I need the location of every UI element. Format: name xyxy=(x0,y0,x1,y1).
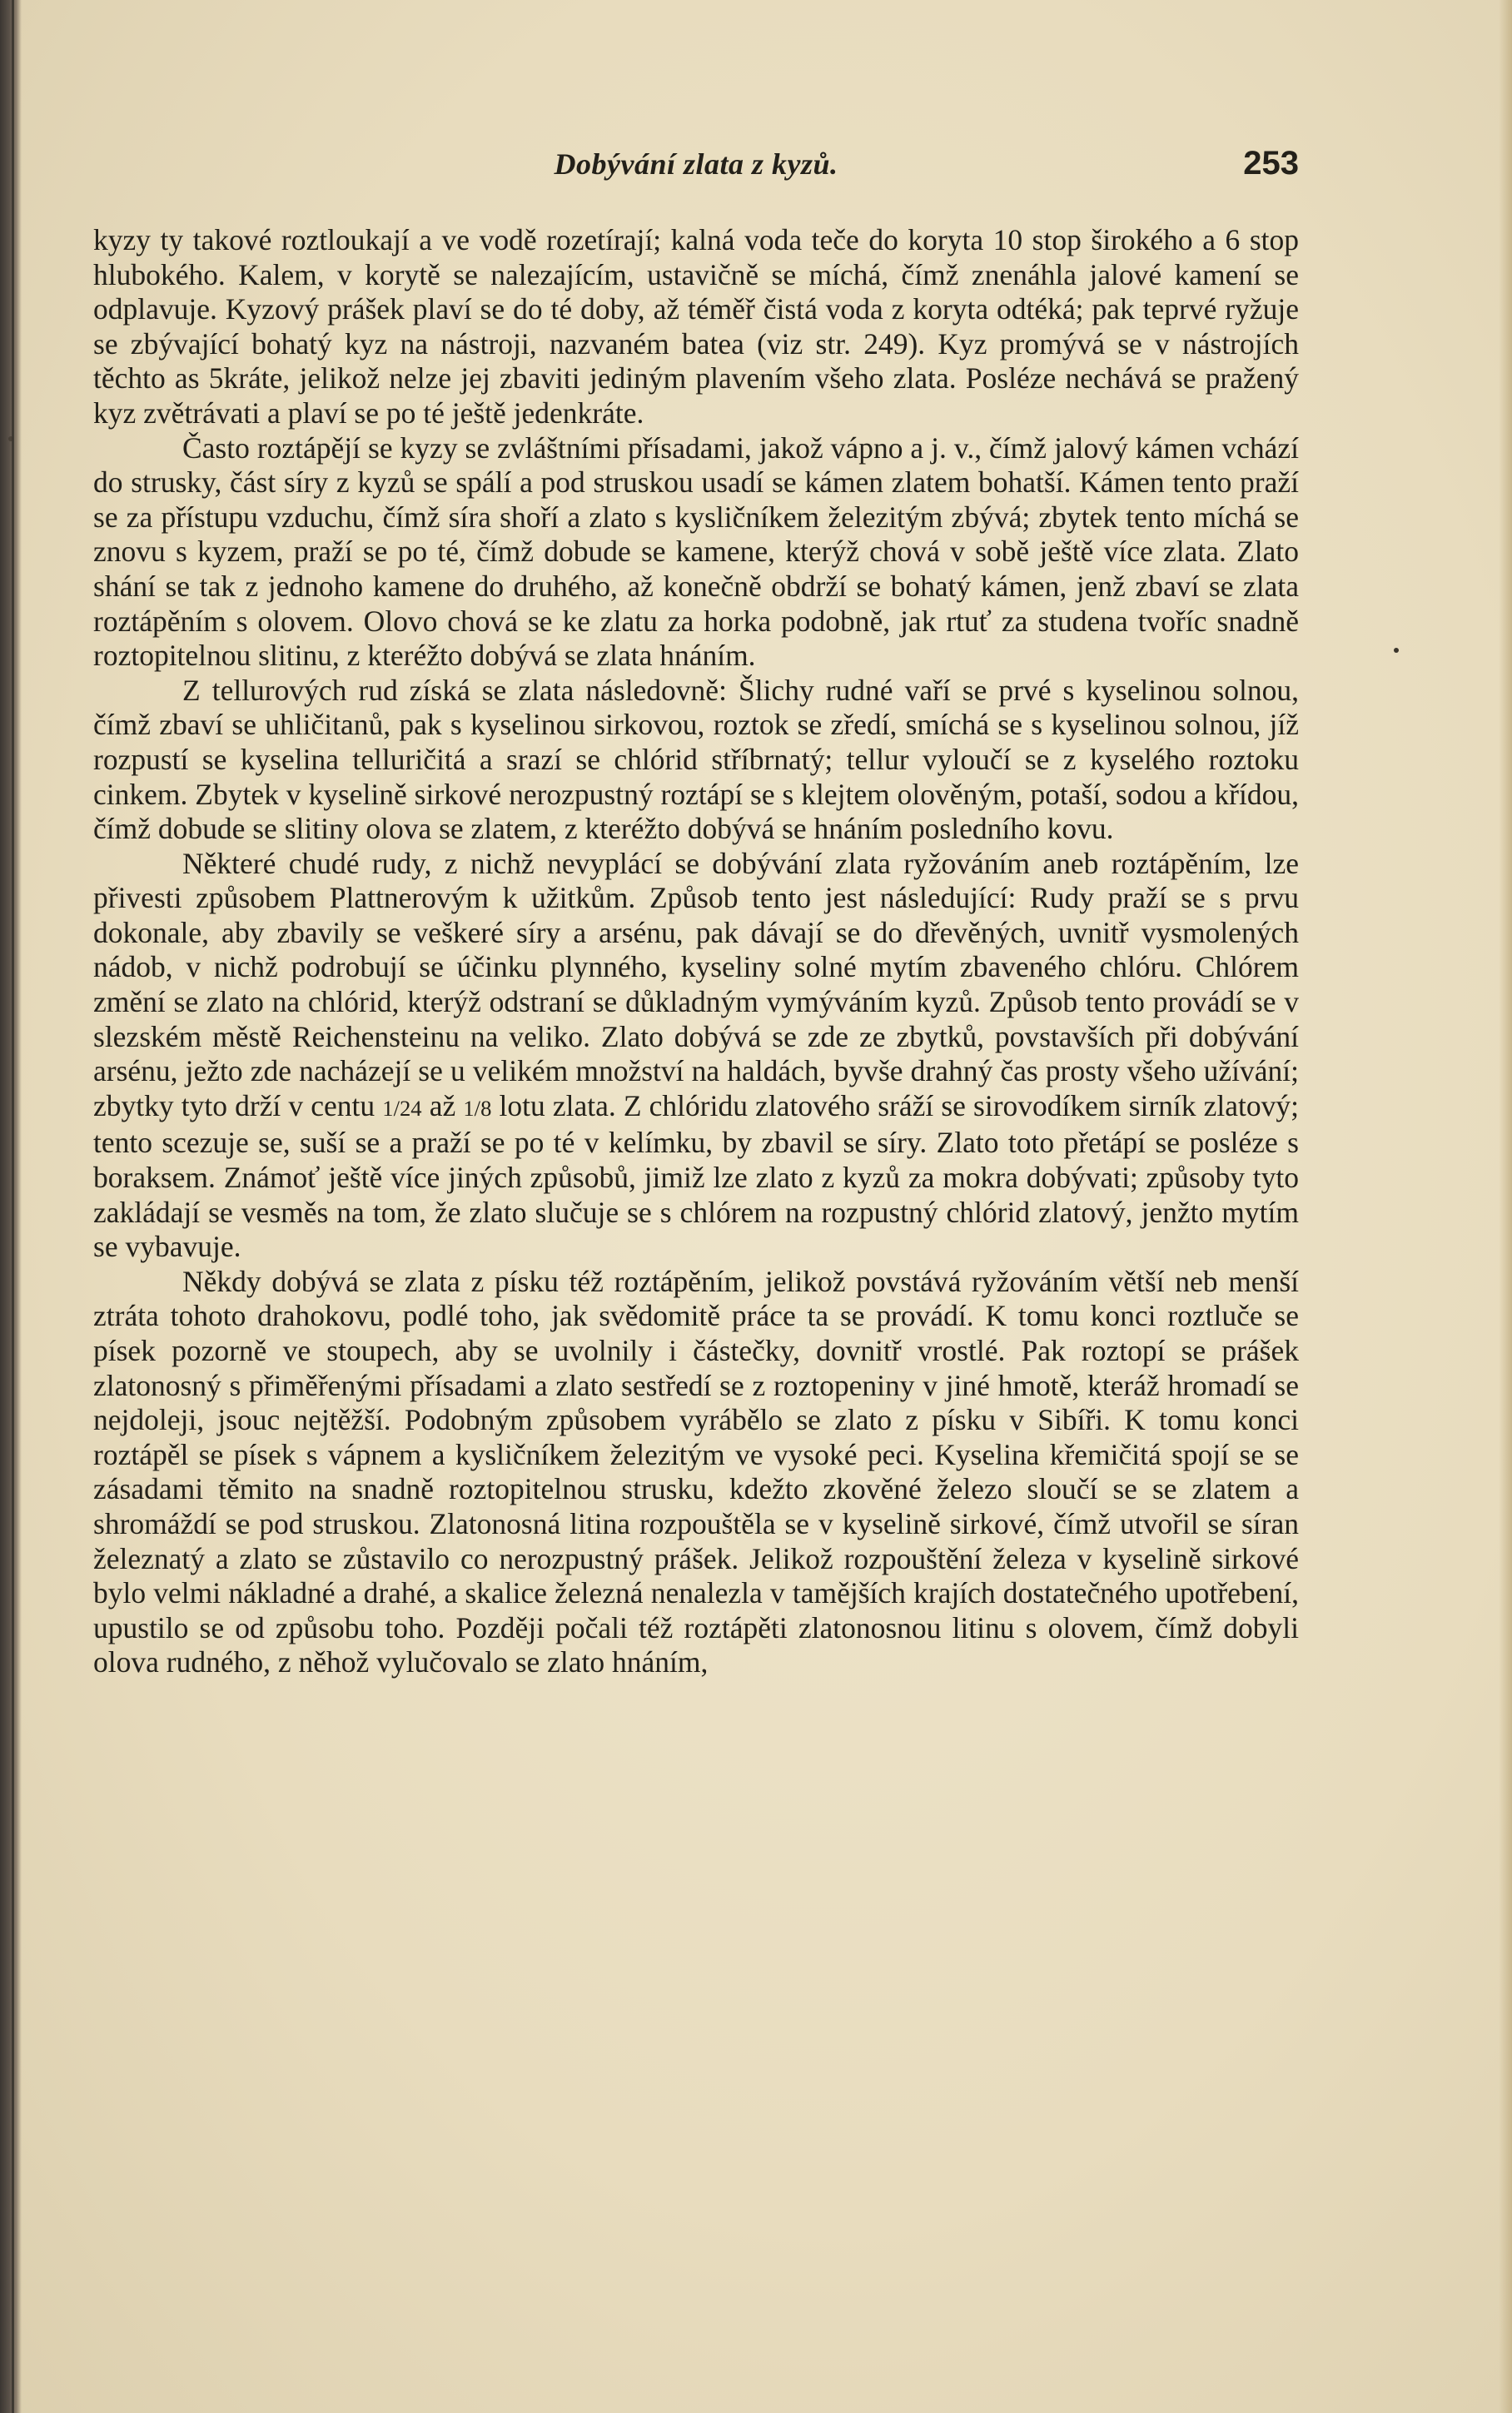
paragraph-5: Někdy dobývá se zlata z písku též roztápěním, jelikož povstává ryžováním větší neb menší ztráta tohoto drahokovu, podlé toho, jak svědomitě práce ta se provádí. K tomu konci roztluče se písek pozorně ve stoupech, aby se uvolnily i částečky, dovnitř vrostlé. Pak roztopí se prášek zlatonosný s přiměřenými přísadami a zlato sestředí se z roztopeniny v jiné hmotě, kteráž hromadí se nejdoleji, jsouc nejtěžší. Podobným způsobem vyrábělo se zlato z písku v Sibíři. K tomu konci roztápěl se písek s vápnem a kysličníkem železitým ve vysoké peci. Kyselina křemičitá spojí se se zásadami těmito na snadně roztopitelnou strusku, kdežto zkověné železo sloučí se se zlatem a shromáždí se pod struskou. Zlatonosná litina rozpouštěla se v kyselině sirkové, čímž utvořil se síran železnatý a zlato se zůstavilo co nerozpustný prášek. Jelikož rozpouštění železa v kyselině sirkové bylo velmi nákladné a drahé, a skalice železná nenalezla v tamějších krajích dostatečného upotřebení, upustilo se od způsobu toho. Později počali též roztápěti zlatonosnou litinu s olovem, čímž dobyli olova rudného, z něhož vylučovalo se zlato hnáním, xyxy=(93,1264,1299,1679)
paragraph-2: Často roztápějí se kyzy se zvláštními přísadami, jakož vápno a j. v., čímž jalový kámen vchází do strusky, část síry z kyzů se spálí a pod struskou usadí se kámen zlatem bohatší. Kámen tento praží se za přístupu vzduchu, čímž síra shoří a zlato s kysličníkem železitým zbývá; zbytek tento míchá se znovu s kyzem, praží se po té, čímž dobude se kamene, kterýž chová v sobě ještě více zlata. Zlato shání se tak z jednoho kamene do druhého, až konečně obdrží se bohatý kámen, jenž zbaví se zlata roztápěním s olovem. Olovo chová se ke zlatu za horka podobně, jak rtuť za studena tvoříc snadně roztopitelnou slitinu, z kteréžto dobývá se zlata hnáním. xyxy=(93,430,1299,673)
stray-ink-dot xyxy=(8,436,13,441)
fraction-one-8: 1/8 xyxy=(463,1095,492,1121)
paragraph-4 xyxy=(93,847,1299,1265)
page-edge-shadow xyxy=(1499,0,1512,2413)
page-number: 253 xyxy=(1243,145,1299,182)
paragraph-3: Z tellurových rud získá se zlata následovně: Šlichy rudné vaří se prvé s kyselinou solnou, čímž zbaví se uhličitanů, pak s kyselinou sirkovou, roztok se zředí, smíchá se s kyselinou solnou, jíž rozpustí se kyselina telluričitá a srazí se chlórid stříbrnatý; tellur vyloučí se z kyselého roztoku cinkem. Zbytek v kyselině sirkové nerozpustný roztápí se s klejtem olověným, potaší, sodou a křídou, čímž dobude se slitiny olova se zlatem, z kteréžto dobývá se hnáním posledního kovu. xyxy=(93,673,1299,846)
paragraph-4-part-2: lotu zlata. Z chlóridu zlatového sráží se sirovodíkem sirník zlatový; tento scezuje se, suší se a praží se po té v kelímku, by zbavil se síry. Zlato toto přetápí se posléze s boraksem. Známoť ještě více jiných způsobů, jimiž lze zlato z kyzů za mokra dobývati; způsoby tyto zakládají se vesměs na tom, že zlato slučuje se s chlórem na rozpustný chlórid zlatový, jenžto mytím se vybavuje. xyxy=(93,1088,1299,1264)
running-title: Dobývání zlata z kyzů. xyxy=(554,147,838,181)
stray-ink-dot xyxy=(1394,648,1399,653)
paragraph-1: kyzy ty takové roztloukají a ve vodě rozetírají; kalná voda teče do koryta 10 stop širokého a 6 stop hlubokého. Kalem, v korytě se nalezajícím, ustavičně se míchá, čímž znenáhla jalové kamení se odplavuje. Kyzový prášek plaví se do té doby, až téměř čistá voda z koryta odtéká; pak teprvé ryžuje se zbývající bohatý kyz na nástroji, nazvaném batea (viz str. 249). Kyz promývá se v nástrojích těchto as 5kráte, jelikož nelze jej zbaviti jediným plavením všeho zlata. Posléze nechává se pražený kyz zvětrávati a plaví se po té ještě jedenkráte. xyxy=(93,223,1299,430)
paragraph-4-part-1: Některé chudé rudy, z nichž nevyplácí se dobývání zlata ryžováním aneb roztápěním, lze přivesti způsobem Plattnerovým k užitkům. Způsob tento jest následující: Rudy praží se s prvu dokonale, aby zbavily se veškeré síry a arsénu, pak dávají se do dřevěných, uvnitř vysmolených nádob, v nichž podrobují se účinku plynného, kyseliny solné mytím zbaveného chlóru. Chlórem změní se zlato na chlórid, kterýž odstraní se důkladným vymýváním kyzů. Způsob tento provádí se v slezském městě Reichensteinu na veliko. Zlato dobývá se zde ze zbytků, povstavších při dobývání arsénu, ježto zde nacházejí se u velikém množství na haldách, byvše drahný čas prosty všeho užívání; zbytky tyto drží v centu xyxy=(93,846,1299,1122)
page-header xyxy=(93,143,1299,190)
fraction-one-24: 1/24 xyxy=(382,1095,422,1121)
book-spine-shadow xyxy=(0,0,22,2413)
body-text xyxy=(93,223,1299,1680)
paragraph-4-word-az: až xyxy=(429,1088,456,1122)
book-spine-edge xyxy=(12,0,14,2413)
